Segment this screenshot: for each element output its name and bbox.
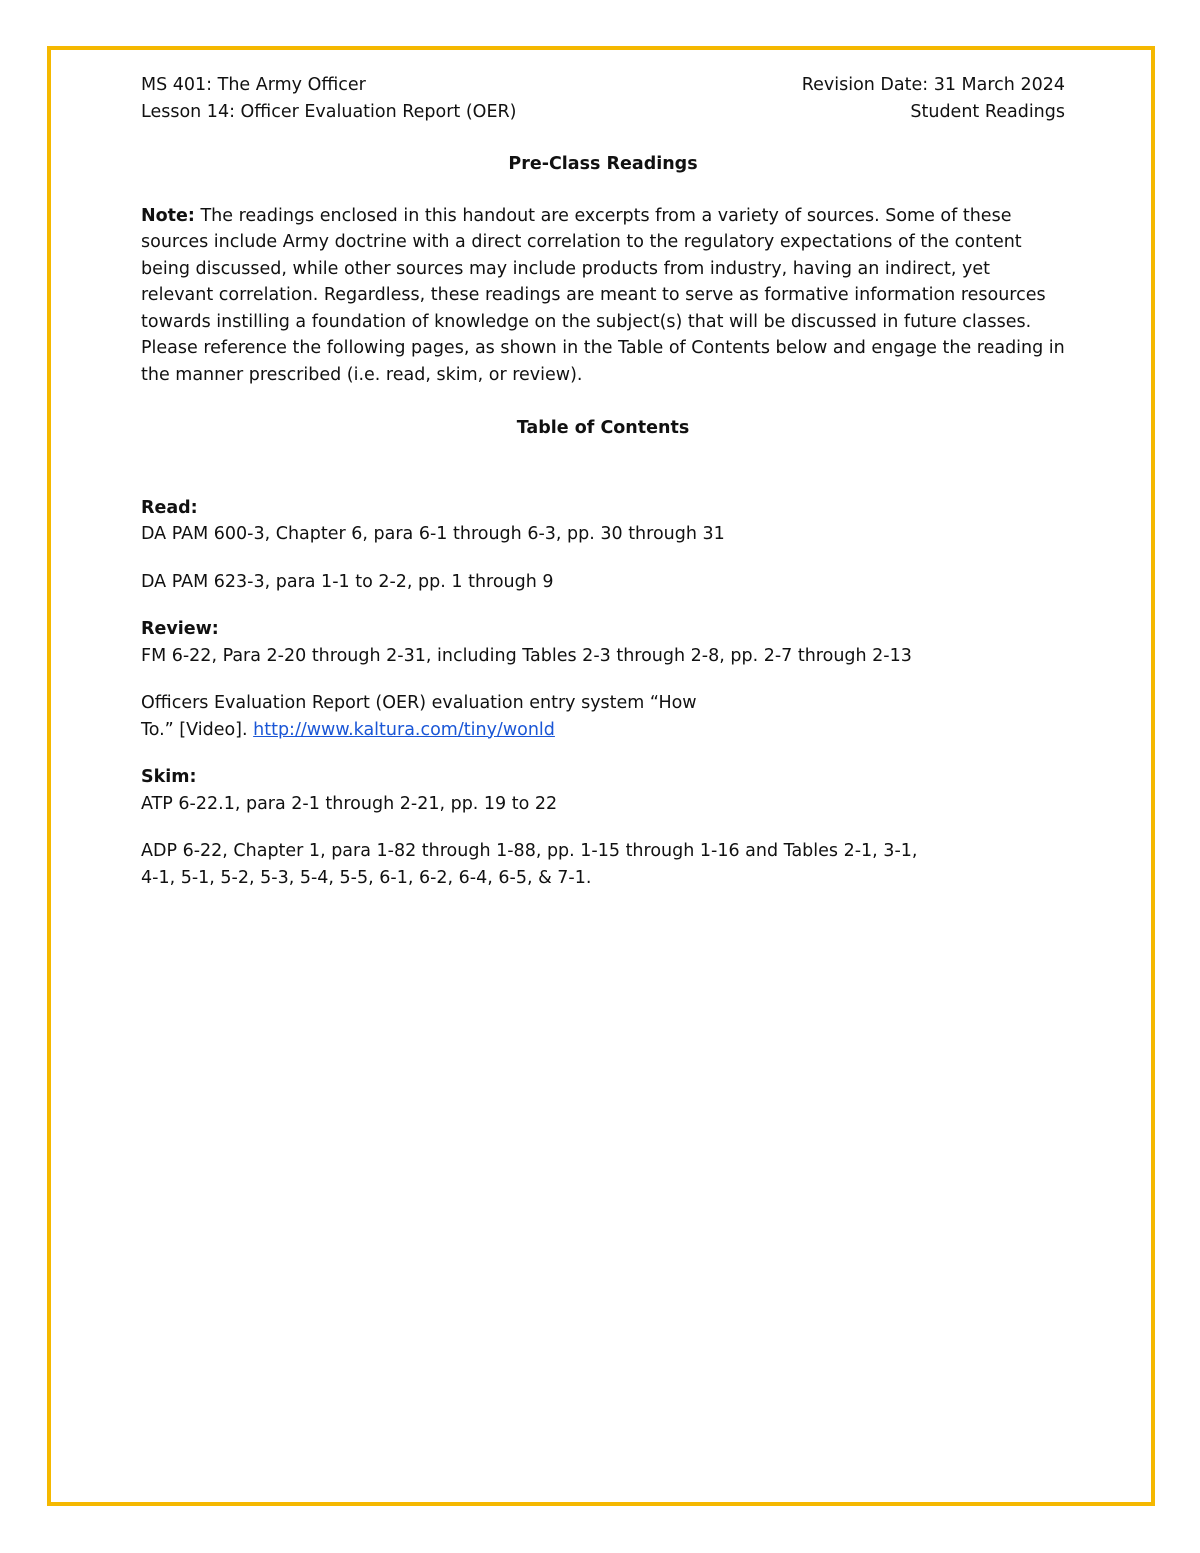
skim-label: Skim:	[141, 767, 197, 787]
note-paragraph	[141, 203, 1065, 389]
skim-item-2-line1: ADP 6-22, Chapter 1, para 1-82 through 1-88, pp. 1-15 through 1-16 and Tables 2-1, 3-1,	[141, 841, 918, 861]
lesson-title: Lesson 14: Officer Evaluation Report (OER)	[141, 101, 517, 122]
review-label: Review:	[141, 619, 219, 639]
video-link[interactable]: http://www.kaltura.com/tiny/wonld	[253, 719, 555, 740]
read-label: Read:	[141, 497, 198, 518]
document-content	[141, 72, 1065, 891]
course-title: MS 401: The Army Officer	[141, 75, 366, 95]
review-item-2	[141, 690, 1065, 743]
skim-item-2-line2: 4-1, 5-1, 5-2, 5-3, 5-4, 5-5, 6-1, 6-2, 6-4, 6-5, & 7-1.	[141, 867, 592, 888]
review-item-2-line2: To.” [Video].	[141, 719, 254, 740]
header-row-2	[141, 99, 1065, 126]
note-label: Note:	[141, 205, 195, 226]
revision-date: Revision Date: 31 March 2024	[801, 75, 1065, 95]
skim-item-2	[141, 838, 1065, 891]
document-type: Student Readings	[910, 101, 1065, 122]
pre-class-heading: Pre-Class Readings	[508, 154, 698, 174]
read-item-1: DA PAM 600-3, Chapter 6, para 6-1 through 6-3, pp. 30 through 31	[141, 524, 725, 544]
skim-item-1: ATP 6-22.1, para 2-1 through 2-21, pp. 19 to 22	[141, 793, 558, 814]
review-item-1: FM 6-22, Para 2-20 through 2-31, including Tables 2-3 through 2-8, pp. 2-7 through 2-13	[141, 645, 912, 666]
note-text: The readings enclosed in this handout are excerpts from a variety of sources. Some of these sources include Army doctrine with a direct correlation to the regulatory expectations of the content being discussed, while other sources may include products from industry, having an indirect, yet relevant correlation. Regardless, these readings are meant to serve as formative information resources towards instilling a foundation of knowledge on the subject(s) that will be discussed in future classes. Please reference the following pages, as shown in the Table of Contents below and engage the reading in the manner prescribed (i.e. read, skim, or review).	[141, 205, 1065, 385]
read-item-2: DA PAM 623-3, para 1-1 to 2-2, pp. 1 through 9	[141, 571, 554, 592]
header-row-1	[141, 72, 1065, 99]
toc-heading: Table of Contents	[516, 418, 690, 438]
review-item-2-line1: Officers Evaluation Report (OER) evaluation entry system “How	[141, 693, 697, 713]
